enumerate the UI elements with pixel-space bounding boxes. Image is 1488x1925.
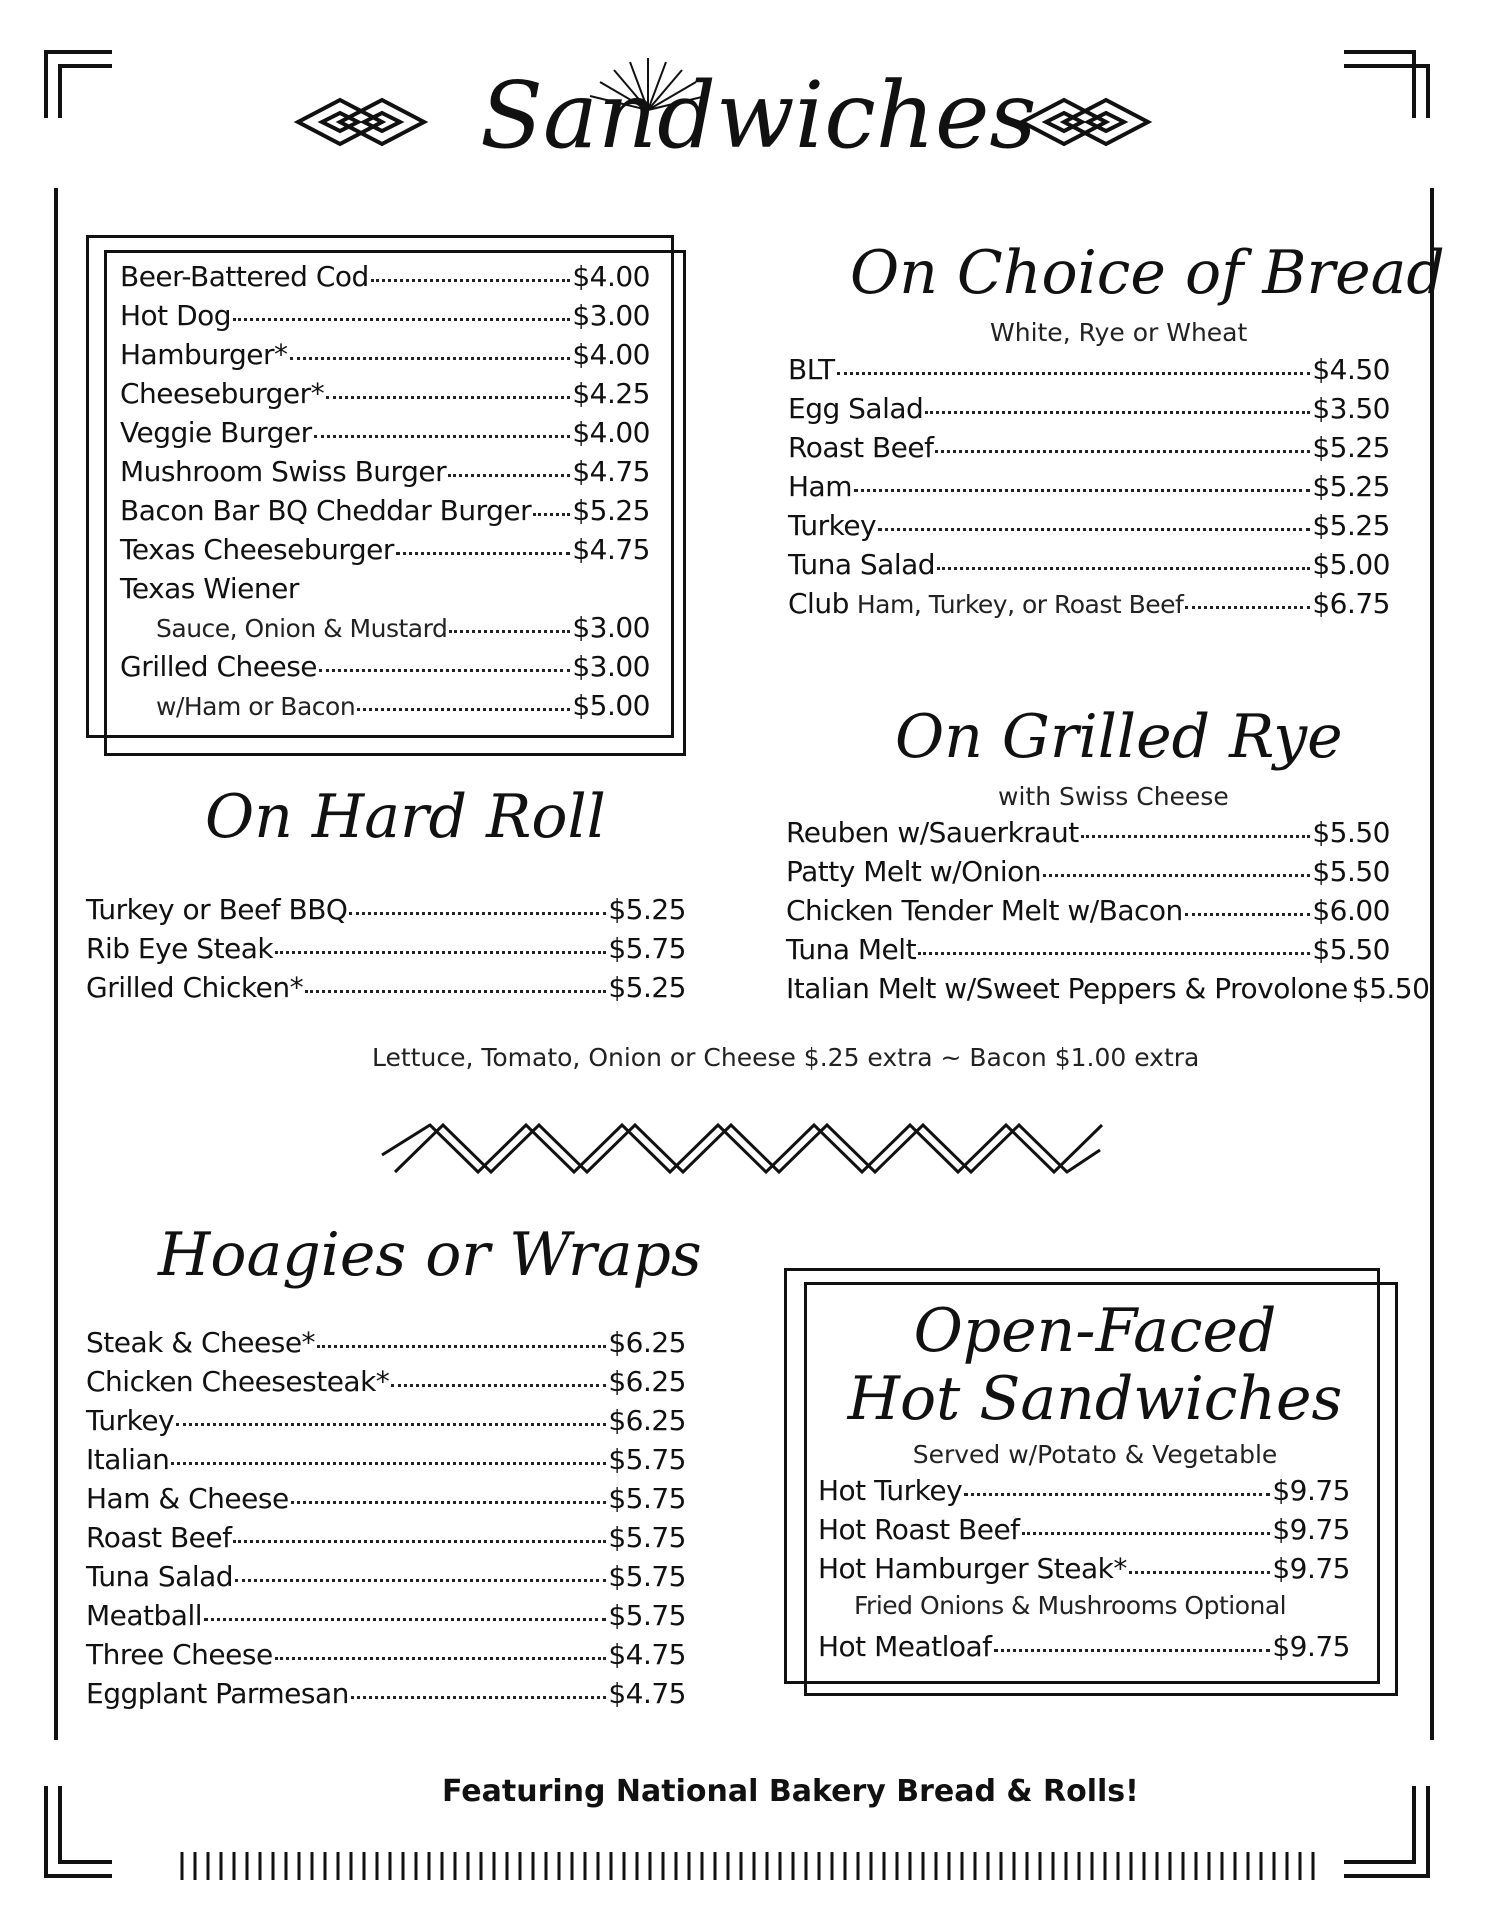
menu-item	[788, 470, 1390, 509]
menu-item-name: Bacon Bar BQ Cheddar Burger	[120, 494, 532, 527]
dot-leader	[290, 347, 571, 360]
menu-item	[86, 971, 686, 1010]
menu-item	[86, 1326, 686, 1365]
menu-item	[818, 1513, 1350, 1552]
menu-item-name: Texas Cheeseburger	[120, 533, 394, 566]
menu-item	[86, 1599, 686, 1638]
menu-item	[786, 894, 1390, 933]
dot-leader	[317, 1335, 606, 1348]
hoagies-list	[86, 1326, 686, 1716]
menu-item-price: $5.25	[608, 893, 686, 926]
menu-item-price: $3.50	[1312, 392, 1390, 425]
menu-item-name: Eggplant Parmesan	[86, 1677, 349, 1710]
menu-item	[86, 1638, 686, 1677]
dot-leader	[878, 518, 1310, 531]
menu-item	[86, 1482, 686, 1521]
menu-item	[788, 509, 1390, 548]
menu-item-price: $5.75	[608, 932, 686, 965]
dot-leader	[449, 620, 570, 633]
menu-item-name: Three Cheese	[86, 1638, 273, 1671]
menu-item-price: $9.75	[1272, 1552, 1350, 1585]
menu-item-name: Hamburger*	[120, 338, 288, 371]
menu-item-price: $5.25	[1312, 431, 1390, 464]
menu-item-name: Reuben w/Sauerkraut	[786, 816, 1079, 849]
menu-item	[818, 1474, 1350, 1513]
menu-item-price: $5.75	[608, 1482, 686, 1515]
dot-leader	[964, 1483, 1270, 1496]
menu-item	[120, 650, 650, 689]
grilled-rye-list	[786, 816, 1430, 1011]
menu-item-price: $5.25	[572, 494, 650, 527]
dot-leader	[1185, 903, 1311, 916]
menu-item-name: Egg Salad	[788, 392, 924, 425]
open-faced-list	[818, 1474, 1350, 1669]
menu-item-name: Club	[788, 587, 849, 620]
menu-item-price: $5.25	[1312, 470, 1390, 503]
dot-leader	[291, 1491, 607, 1504]
menu-item-price: $4.75	[608, 1638, 686, 1671]
page-title: Sandwiches	[480, 62, 1037, 169]
menu-item	[786, 855, 1390, 894]
menu-item	[120, 572, 650, 611]
menu-item-price: $4.00	[572, 338, 650, 371]
menu-item	[120, 689, 650, 728]
menu-item	[818, 1591, 1350, 1630]
menu-item-price: $4.25	[572, 377, 650, 410]
dot-leader	[305, 980, 606, 993]
open-faced-subtitle: Served w/Potato & Vegetable	[912, 1440, 1278, 1469]
menu-item-price: $5.00	[1312, 548, 1390, 581]
menu-item-price: $5.50	[1312, 855, 1390, 888]
grilled-rye-subtitle: with Swiss Cheese	[998, 782, 1229, 811]
menu-item-name: Turkey or Beef BBQ	[86, 893, 348, 926]
menu-item-name: Grilled Chicken*	[86, 971, 304, 1004]
dot-leader	[918, 942, 1310, 955]
menu-item-name: Ham & Cheese	[86, 1482, 289, 1515]
menu-item-name: w/Ham or Bacon	[156, 692, 356, 721]
menu-item-name: Chicken Tender Melt w/Bacon	[786, 894, 1183, 927]
menu-item-name: Hot Turkey	[818, 1474, 963, 1507]
dot-leader	[235, 1569, 606, 1582]
dot-leader	[275, 941, 606, 954]
open-faced-title-line2: Hot Sandwiches	[847, 1364, 1343, 1434]
menu-item	[120, 611, 650, 650]
menu-item-name: Texas Wiener	[120, 572, 299, 605]
dot-leader	[357, 698, 570, 711]
menu-item-price: $5.75	[608, 1521, 686, 1554]
menu-item-name: Hot Hamburger Steak*	[818, 1552, 1127, 1585]
dot-leader	[448, 464, 570, 477]
dot-leader	[1022, 1522, 1271, 1535]
extras-note: Lettuce, Tomato, Onion or Cheese $.25 extra ~ Bacon $1.00 extra	[372, 1043, 1200, 1072]
menu-item-price: $4.50	[1312, 353, 1390, 386]
footer-text: Featuring National Bakery Bread & Rolls!	[442, 1774, 1139, 1809]
menu-item	[86, 1677, 686, 1716]
menu-item	[788, 587, 1390, 626]
dot-leader	[351, 1686, 606, 1699]
dot-leader	[233, 308, 570, 321]
menu-item-name: Mushroom Swiss Burger	[120, 455, 447, 488]
menu-item-name: Steak & Cheese*	[86, 1326, 316, 1359]
dot-leader	[1081, 825, 1311, 838]
menu-item	[788, 431, 1390, 470]
menu-item-price: $3.00	[572, 650, 650, 683]
menu-item-price: $9.75	[1272, 1513, 1350, 1546]
menu-item	[786, 972, 1430, 1011]
menu-item	[120, 533, 650, 572]
dot-leader	[1129, 1561, 1270, 1574]
choice-bread-title: On Choice of Bread	[850, 238, 1445, 308]
dot-leader	[275, 1647, 607, 1660]
dot-leader	[349, 902, 606, 915]
menu-item-name: Rib Eye Steak	[86, 932, 274, 965]
choice-bread-list	[788, 353, 1390, 626]
menu-item-price: $5.75	[608, 1599, 686, 1632]
menu-item-name: Beer-Battered Cod	[120, 260, 369, 293]
menu-item	[86, 932, 686, 971]
dot-leader	[854, 479, 1310, 492]
dot-leader	[994, 1639, 1271, 1652]
menu-item-name: Turkey	[788, 509, 877, 542]
menu-item-name: Hot Roast Beef	[818, 1513, 1020, 1546]
dot-leader	[837, 362, 1311, 375]
menu-item-price: $3.00	[572, 611, 650, 644]
dot-leader	[935, 440, 1310, 453]
menu-item-name: Meatball	[86, 1599, 203, 1632]
dot-leader	[371, 269, 571, 282]
menu-item-price: $4.75	[572, 533, 650, 566]
menu-item	[86, 1560, 686, 1599]
menu-item-price: $5.00	[572, 689, 650, 722]
menu-item	[120, 377, 650, 416]
menu-item-price: $5.75	[608, 1443, 686, 1476]
menu-item-price: $4.00	[572, 416, 650, 449]
menu-item-name: Italian Melt w/Sweet Peppers & Provolone	[786, 972, 1348, 1005]
menu-item	[120, 455, 650, 494]
menu-item	[788, 392, 1390, 431]
menu-item-name: Roast Beef	[86, 1521, 232, 1554]
choice-bread-subtitle: White, Rye or Wheat	[990, 318, 1248, 347]
dot-leader	[1043, 864, 1310, 877]
menu-item-name: Italian	[86, 1443, 170, 1476]
menu-item	[786, 933, 1390, 972]
menu-item-price: $4.00	[572, 260, 650, 293]
dot-leader	[314, 425, 571, 438]
menu-item-price: $6.75	[1312, 587, 1390, 620]
menu-item	[788, 353, 1390, 392]
menu-item-price: $9.75	[1272, 1630, 1350, 1663]
menu-item	[120, 299, 650, 338]
menu-item	[818, 1630, 1350, 1669]
dot-leader	[396, 542, 570, 555]
menu-item	[120, 416, 650, 455]
menu-item-price: $6.25	[608, 1326, 686, 1359]
menu-item-name: Chicken Cheesesteak*	[86, 1365, 390, 1398]
dot-leader	[533, 503, 570, 516]
menu-item-name: Tuna Salad	[86, 1560, 234, 1593]
menu-item-price: $4.75	[572, 455, 650, 488]
menu-item	[86, 1365, 686, 1404]
menu-item	[120, 260, 650, 299]
menu-item-name: Fried Onions & Mushrooms Optional	[854, 1591, 1287, 1620]
hard-roll-title: On Hard Roll	[205, 782, 606, 852]
menu-item-price: $6.00	[1312, 894, 1390, 927]
menu-item-price: $4.75	[608, 1677, 686, 1710]
dot-leader	[1185, 596, 1310, 609]
menu-item-price: $6.25	[608, 1365, 686, 1398]
menu-item	[86, 1443, 686, 1482]
hoagies-title: Hoagies or Wraps	[158, 1220, 702, 1290]
menu-item-price: $5.50	[1351, 972, 1430, 1005]
hard-roll-list	[86, 893, 686, 1010]
menu-item-name: Cheeseburger*	[120, 377, 325, 410]
dot-leader	[937, 557, 1310, 570]
menu-item	[86, 1521, 686, 1560]
menu-item	[786, 816, 1390, 855]
menu-item	[818, 1552, 1350, 1591]
grilled-rye-title: On Grilled Rye	[895, 702, 1343, 772]
menu-item-price: $5.25	[608, 971, 686, 1004]
menu-item-name: Ham	[788, 470, 852, 503]
menu-item-price: $5.25	[1312, 509, 1390, 542]
menu-item-name: Turkey	[86, 1404, 175, 1437]
menu-item	[788, 548, 1390, 587]
menu-item	[120, 338, 650, 377]
menu-item-price: $3.00	[572, 299, 650, 332]
dot-leader	[204, 1608, 606, 1621]
menu-item-price: $5.50	[1312, 816, 1390, 849]
menu-item-name: Patty Melt w/Onion	[786, 855, 1042, 888]
menu-item	[86, 1404, 686, 1443]
dot-leader	[326, 386, 570, 399]
dot-leader	[391, 1374, 606, 1387]
menu-item-name: BLT	[788, 353, 835, 386]
dot-leader	[176, 1413, 606, 1426]
menu-item-name: Tuna Melt	[786, 933, 917, 966]
menu-item-detail: Ham, Turkey, or Roast Beef	[856, 590, 1184, 619]
open-faced-title-line1: Open-Faced	[913, 1296, 1277, 1366]
menu-item-name: Tuna Salad	[788, 548, 936, 581]
dot-leader	[233, 1530, 606, 1543]
menu-item-name: Veggie Burger	[120, 416, 312, 449]
menu-item	[120, 494, 650, 533]
menu-item	[86, 893, 686, 932]
menu-item-name: Roast Beef	[788, 431, 934, 464]
dot-leader	[925, 401, 1310, 414]
menu-item-name: Hot Meatloaf	[818, 1630, 992, 1663]
menu-item-name: Sauce, Onion & Mustard	[156, 614, 448, 643]
menu-item-price: $6.25	[608, 1404, 686, 1437]
box-menu-list	[120, 260, 650, 728]
menu-item-price: $5.75	[608, 1560, 686, 1593]
dot-leader	[319, 659, 570, 672]
dot-leader	[171, 1452, 606, 1465]
menu-item-name: Grilled Cheese	[120, 650, 318, 683]
menu-item-name: Hot Dog	[120, 299, 232, 332]
menu-item-price: $5.50	[1312, 933, 1390, 966]
menu-item-price: $9.75	[1272, 1474, 1350, 1507]
